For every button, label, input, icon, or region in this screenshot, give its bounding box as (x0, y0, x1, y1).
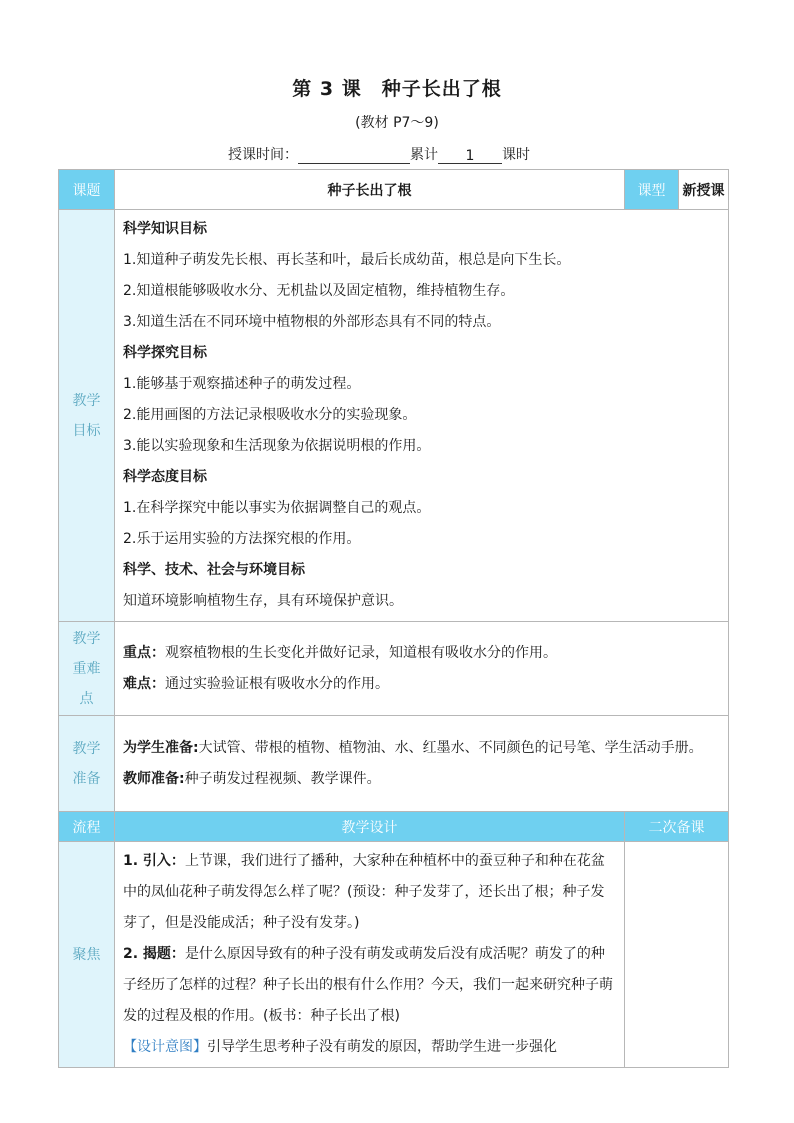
key-point-label: 重点： (123, 644, 165, 661)
lesson-time-line (228, 144, 530, 164)
knowledge-item: 2.知道根能够吸收水分、无机盐以及固定植物，维持植物生存。 (123, 283, 515, 299)
goals-row (59, 210, 729, 622)
goals-label-line1: 教学 (72, 392, 101, 409)
focus-label: 聚焦 (59, 842, 115, 1068)
goals-content (115, 210, 729, 622)
key-points-content (115, 622, 729, 716)
student-preparation (123, 733, 720, 764)
inquiry-item: 3.能以实验现象和生活现象为依据说明根的作用。 (123, 438, 431, 454)
focus-row (59, 842, 729, 1068)
topic-reveal-label: 2. 揭题： (123, 946, 185, 962)
prep-label-line1: 教学 (72, 740, 101, 757)
inquiry-item: 1.能够基于观察描述种子的萌发过程。 (123, 376, 361, 392)
second-prep-cell[interactable] (625, 842, 729, 1068)
preparation-content (115, 716, 729, 812)
inquiry-heading: 科学探究目标 (123, 345, 207, 361)
type-label: 课型 (625, 170, 679, 210)
page-subtitle: (教材 P7～9) (355, 115, 439, 131)
time-label: 授课时间： (228, 147, 298, 163)
topic-row (59, 170, 729, 210)
difficulty-label: 难点： (123, 675, 165, 692)
attitude-item: 1.在科学探究中能以事实为依据调整自己的观点。 (123, 500, 431, 516)
design-header: 教学设计 (115, 812, 625, 842)
key-label-line2: 重难 (72, 660, 101, 677)
inquiry-item: 2.能用画图的方法记录根吸收水分的实验现象。 (123, 407, 417, 423)
knowledge-heading: 科学知识目标 (123, 221, 207, 237)
key-points-row (59, 622, 729, 716)
stse-item: 知道环境影响植物生存，具有环境保护意识。 (123, 593, 403, 609)
design-intent-text: 引导学生思考种子没有萌发的原因，帮助学生进一步强化 (207, 1039, 557, 1055)
knowledge-item: 1.知道种子萌发先长根、再长茎和叶，最后长成幼苗，根总是向下生长。 (123, 252, 571, 268)
knowledge-item: 3.知道生活在不同环境中植物根的外部形态具有不同的特点。 (123, 314, 501, 330)
goals-label-line2: 目标 (72, 422, 101, 439)
lesson-plan-table (58, 169, 729, 1068)
design-intent-tag: 【设计意图】 (123, 1039, 207, 1055)
key-point-text: 观察植物根的生长变化并做好记录，知道根有吸收水分的作用。 (165, 644, 557, 661)
key-label-line3: 点 (79, 690, 94, 707)
time-blank (298, 148, 410, 164)
topic-reveal-text: 是什么原因导致有的种子没有萌发或萌发后没有成活呢？萌发了的种子经历了怎样的过程？种子长出的根有什么作用？今天，我们一起来研究种子萌发的过程及根的作用。(板书：种子长出了根) (123, 946, 613, 1024)
goals-label (59, 210, 115, 622)
key-label-line1: 教学 (72, 630, 101, 647)
design-intent (123, 1032, 616, 1063)
student-prep-label: 为学生准备: (123, 739, 199, 756)
total-value: 1 (438, 148, 502, 164)
difficulty-point (123, 669, 720, 700)
teacher-prep-text: 种子萌发过程视频、教学课件。 (184, 770, 381, 787)
total-label: 累计 (410, 147, 438, 163)
hours-label: 课时 (502, 147, 530, 163)
attitude-heading: 科学态度目标 (123, 469, 207, 485)
teacher-prep-label: 教师准备: (123, 770, 185, 787)
preparation-label (59, 716, 115, 812)
key-point (123, 638, 720, 669)
topic-label: 课题 (59, 170, 115, 210)
stse-heading: 科学、技术、社会与环境目标 (123, 562, 305, 578)
preparation-row (59, 716, 729, 812)
flow-header-row (59, 812, 729, 842)
focus-content (115, 842, 625, 1068)
topic-value: 种子长出了根 (115, 170, 625, 210)
difficulty-text: 通过实验验证根有吸收水分的作用。 (165, 675, 389, 692)
teacher-preparation (123, 764, 720, 795)
topic-reveal-paragraph (123, 939, 616, 1032)
second-prep-header: 二次备课 (625, 812, 729, 842)
student-prep-text: 大试管、带根的植物、植物油、水、红墨水、不同颜色的记号笔、学生活动手册。 (198, 739, 703, 756)
attitude-item: 2.乐于运用实验的方法探究根的作用。 (123, 531, 361, 547)
prep-label-line2: 准备 (72, 770, 101, 787)
intro-label: 1. 引入： (123, 853, 185, 869)
type-value: 新授课 (679, 170, 729, 210)
intro-paragraph (123, 846, 616, 939)
page-title: 第 3 课 种子长出了根 (292, 78, 502, 100)
flow-header: 流程 (59, 812, 115, 842)
intro-text: 上节课，我们进行了播种，大家种在种植杯中的蚕豆种子和种在花盆中的凤仙花种子萌发得怎么样了呢？(预设：种子发芽了，还长出了根；种子发芽了，但是没能成活；种子没有发芽。) (123, 853, 605, 931)
key-points-label (59, 622, 115, 716)
